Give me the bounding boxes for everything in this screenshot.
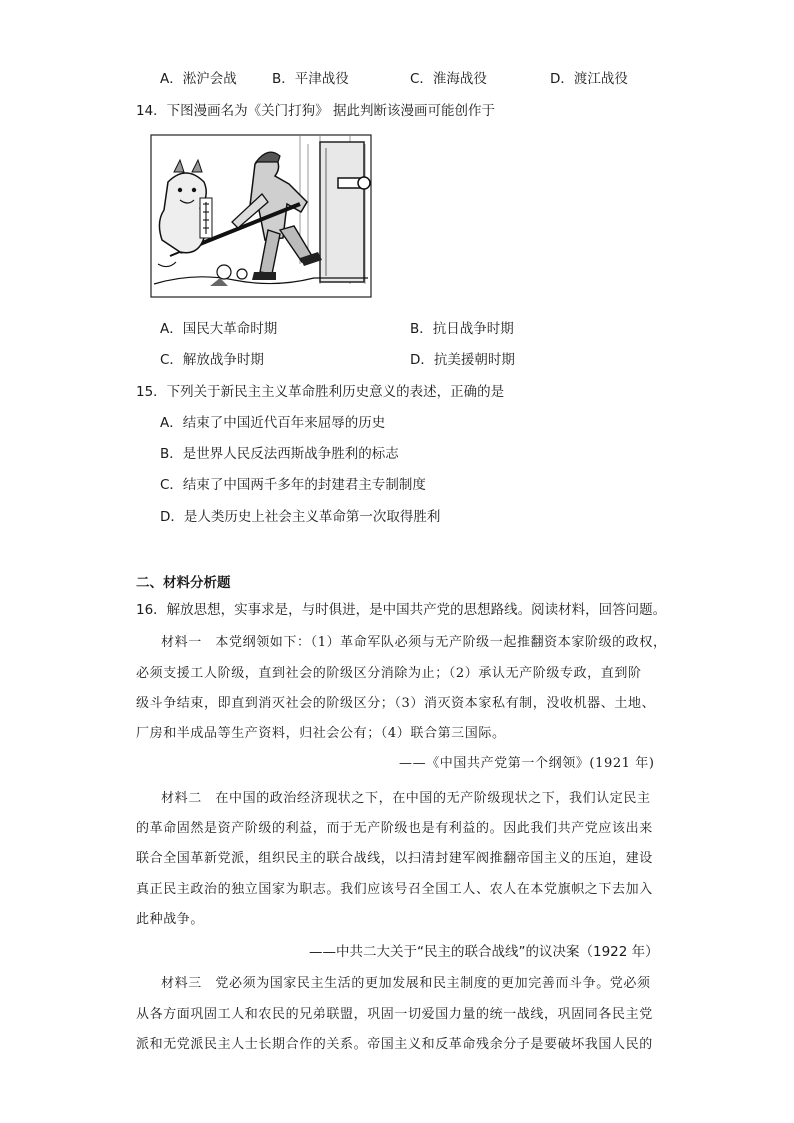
q13-option-c: C．淮海战役: [410, 71, 487, 87]
material1-line: 必须支援工人阶级，直到社会的阶级区分消除为止；（2）承认无产阶级专政，直到阶: [136, 666, 642, 681]
material2-line: 此种战争。: [136, 912, 205, 927]
q14-option-c: C．解放战争时期: [160, 352, 264, 368]
q15-option-c: C．结束了中国两千多年的封建君主专制制度: [160, 477, 426, 493]
q13-option-d: D．渡江战役: [550, 71, 628, 87]
material1-line: 材料一 本党纲领如下：（1）革命军队必须与无产阶级一起推翻资本家阶级的政权，: [161, 635, 667, 650]
q14-stem: 14．下图漫画名为《关门打狗》 据此判断该漫画可能创作于: [136, 103, 495, 119]
material1-line: 级斗争结束，即直到消灭社会的阶级区分；（3）消灭资本家私有制，没收机器、土地、: [136, 696, 656, 711]
q16-stem: 16．解放思想，实事求是，与时俱进，是中国共产党的思想路线。阅读材料，回答问题。: [136, 602, 667, 618]
material3-line: 派和无党派民主人士长期合作的关系。帝国主义和反革命残余分子是要破坏我国人民的: [136, 1037, 653, 1052]
material1-source: ——《中国共产党第一个纲领》(1921 年): [399, 756, 655, 771]
q15-option-d: D．是人类历史上社会主义革命第一次取得胜利: [160, 509, 441, 525]
q14-option-a: A．国民大革命时期: [160, 321, 278, 337]
material2-line: 联合全国革新党派，组织民主的联合战线，以扫清封建军阀推翻帝国主义的压迫，建设: [136, 851, 653, 866]
q15-option-a: A．结束了中国近代百年来屈辱的历史: [160, 415, 386, 431]
q14-option-d: D．抗美援朝时期: [410, 352, 515, 368]
q15-stem: 15．下列关于新民主主义革命胜利历史意义的表述，正确的是: [136, 384, 505, 400]
q13-option-b: B．平津战役: [272, 71, 349, 87]
q15-option-b: B．是世界人民反法西斯战争胜利的标志: [160, 446, 399, 462]
material3-line: 材料三 党必须为国家民主生活的更加发展和民主制度的更加完善而斗争。党必须: [161, 976, 651, 991]
material2-line: 的革命固然是资产阶级的利益，而于无产阶级也是有利益的。因此我们共产党应该出来: [136, 821, 653, 836]
material2-source: ——中共二大关于“民主的联合战线”的议决案（1922 年）: [309, 944, 659, 960]
cartoon-illustration: [150, 134, 372, 298]
material2-line: 真正民主政治的独立国家为职志。我们应该号召全国工人、农人在本党旗帜之下去加入: [136, 882, 653, 897]
section-title: 二、材料分析题: [136, 575, 231, 591]
material3-line: 从各方面巩固工人和农民的兄弟联盟，巩固一切爱国力量的统一战线，巩固同各民主党: [136, 1007, 653, 1022]
q14-option-b: B．抗日战争时期: [410, 321, 514, 337]
material2-line: 材料二 在中国的政治经济现状之下，在中国的无产阶级现状之下，我们认定民主: [161, 791, 651, 806]
q13-option-a: A．淞沪会战: [160, 71, 237, 87]
material1-line: 厂房和半成品等生产资料，归社会公有；（4）联合第三国际。: [136, 726, 506, 741]
